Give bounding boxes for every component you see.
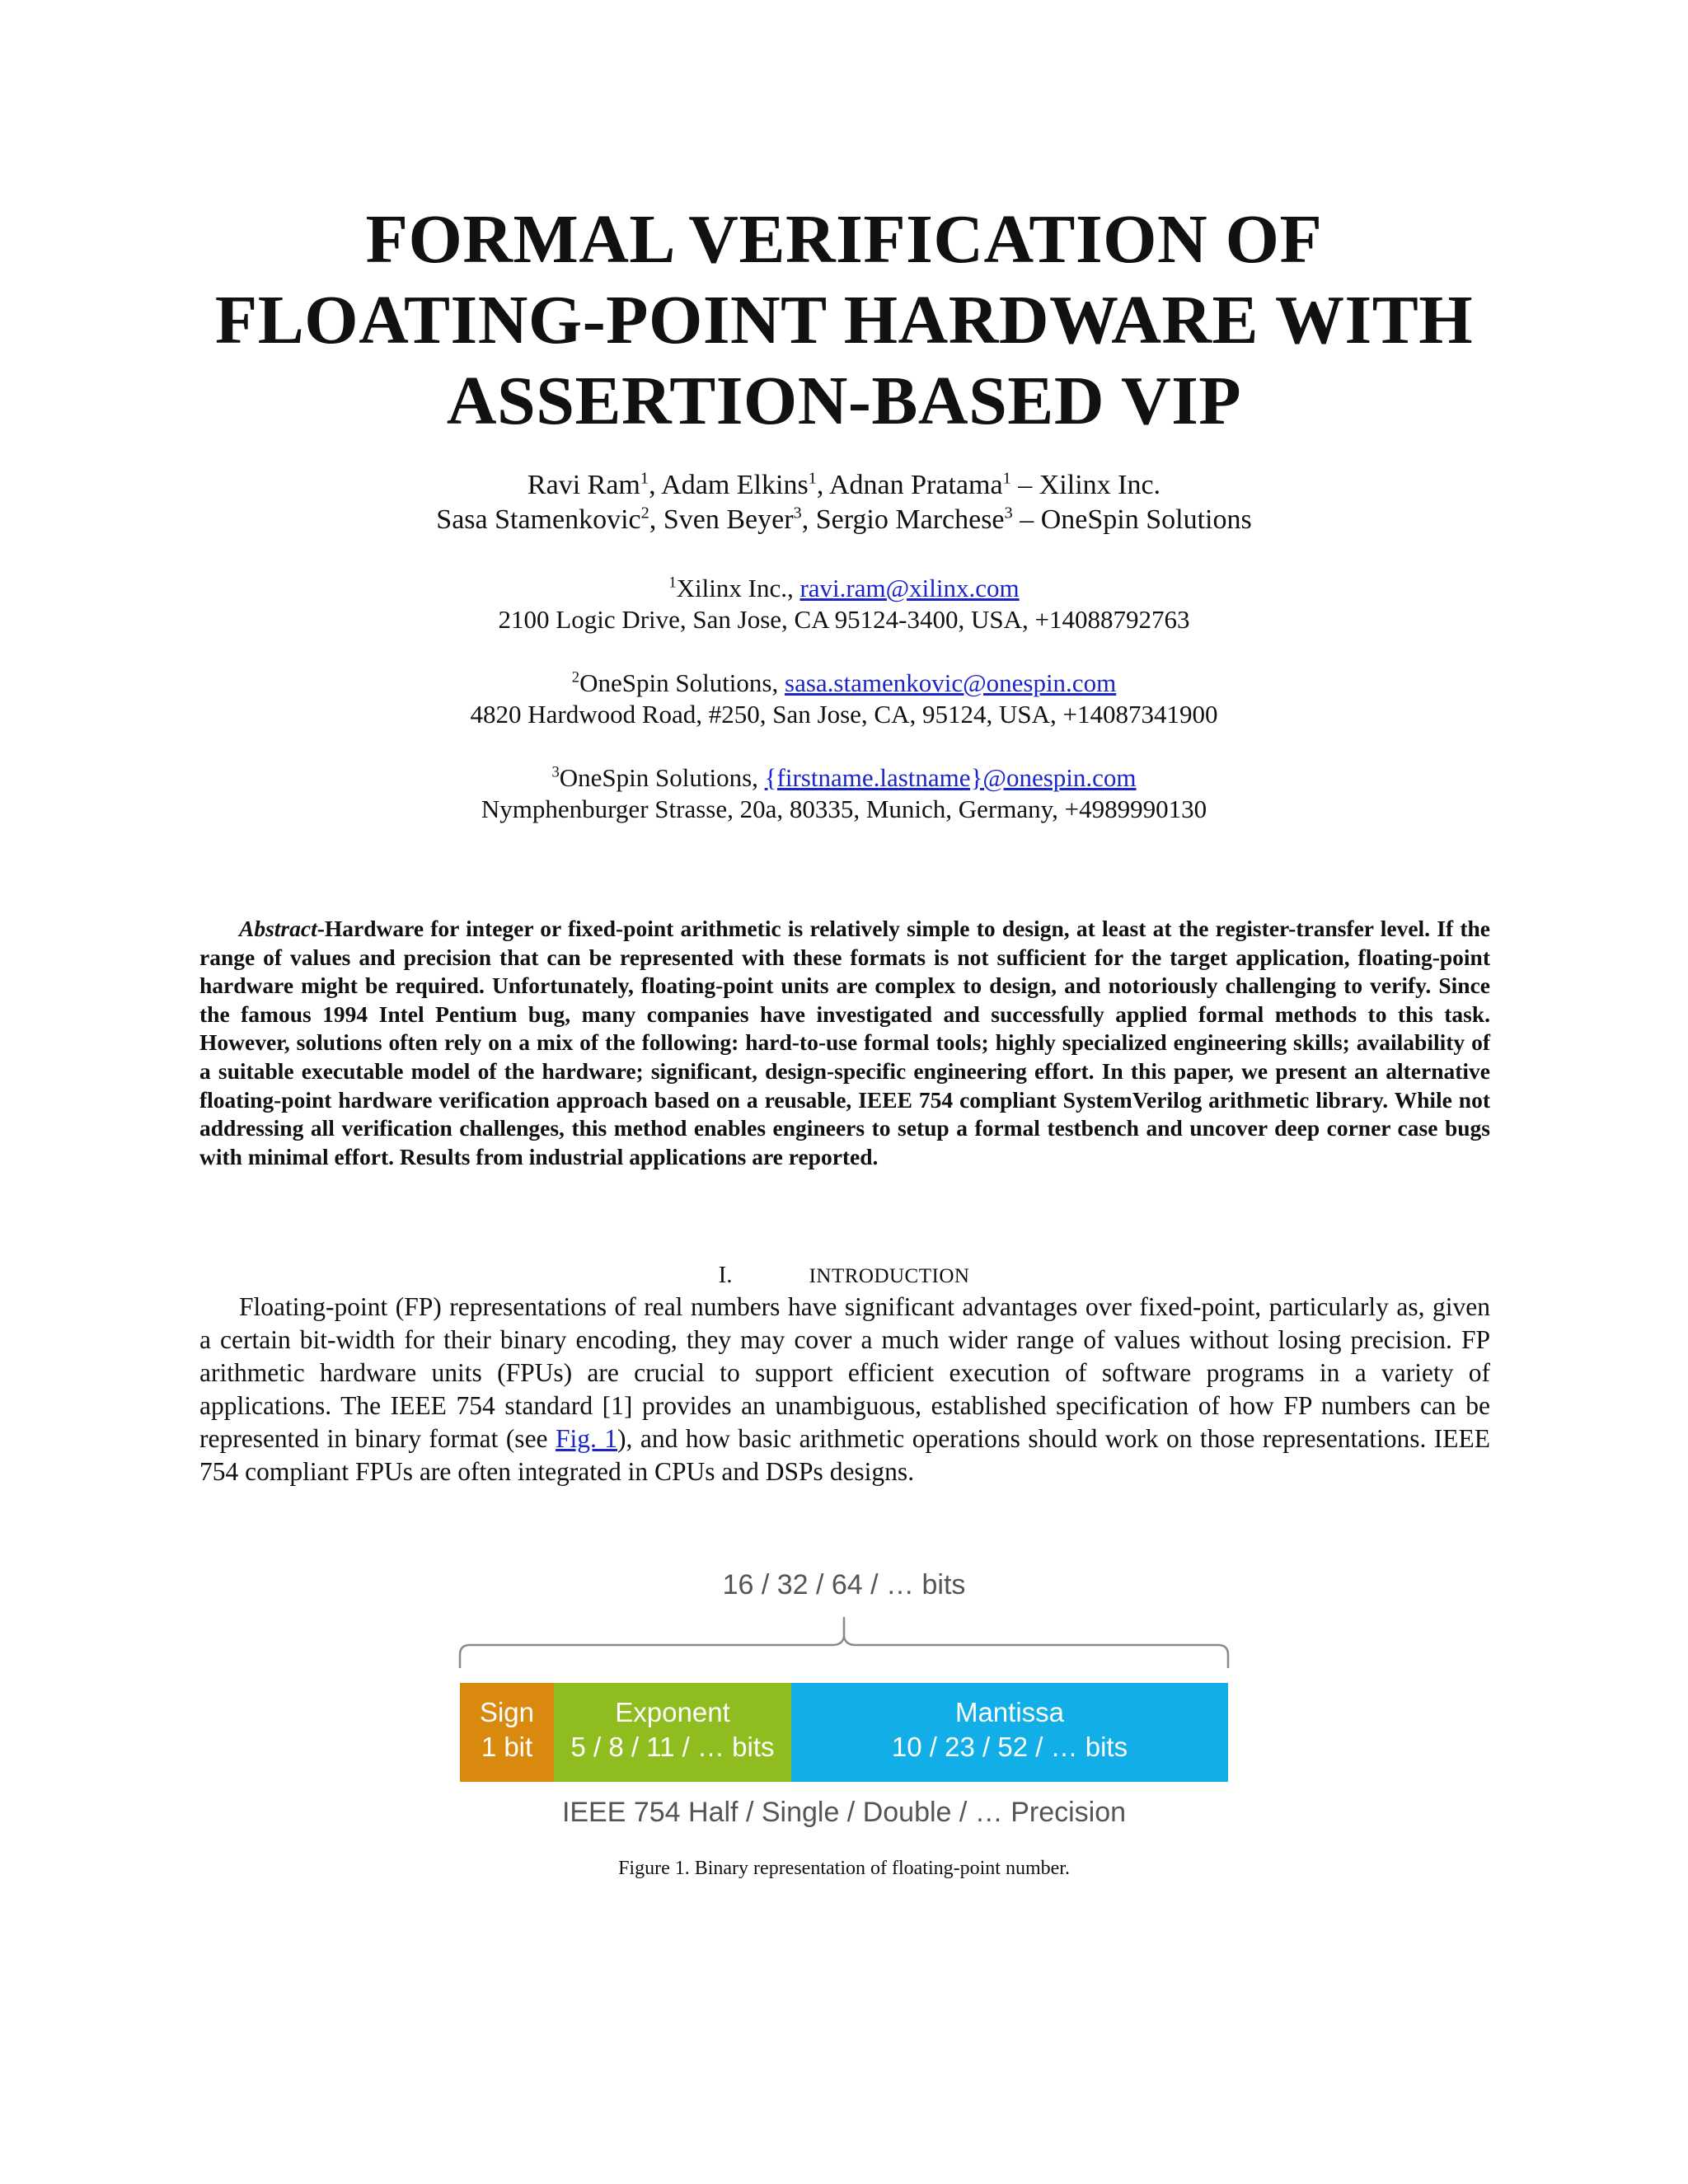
sign-field-name: Sign [479,1697,535,1727]
section-number: I. [718,1262,733,1288]
mantissa-field-name: Mantissa [954,1697,1065,1727]
affiliation-address: Nymphenburger Strasse, 20a, 80335, Munich, Germany, +4989990130 [481,794,1207,823]
section-heading [0,1261,1688,1291]
email-link[interactable]: sasa.stamenkovic@onespin.com [785,668,1117,697]
bit-width-label: 16 / 32 / 64 / … bits [722,1569,966,1601]
exponent-field-bits: 5 / 8 / 11 / … bits [570,1732,775,1762]
author-line-1: Ravi Ram$^1$, Adam Elkins$^1$, Adnan Pratama$^1$ – Xilinx Inc. [527,469,1161,500]
affiliation-address: 2100 Logic Drive, San Jose, CA 95124-3400, USA, +14088792763 [498,605,1190,634]
email-link[interactable]: {firstname.lastname}@onespin.com [764,763,1137,792]
author-list [0,468,1688,537]
title-line-2: FLOATING-POINT HARDWARE WITH [214,282,1474,359]
affiliation-address: 4820 Hardwood Road, #250, San Jose, CA, 95124, USA, +14087341900 [470,700,1218,729]
title-line-3: ASSERTION-BASED VIP [446,363,1242,439]
abstract-text: -Hardware for integer or fixed-point arithmetic is relatively simple to design, at least at the register-transfer level. If the range of values and precision that can be represented with these formats is not sufficient for the target application, floating-point hardware might be required. Unfortunately, floating-point units are complex to design, and notoriously challenging to verify. Since the famous 1994 Intel Pentium bug, many companies have investigated and successfully applied formal methods to this task. However, solutions often rely on a mix of the following: hard-to-use formal tools; highly specialized engineering skills; availability of a suitable executable model of the hardware; significant, design-specific engineering effort. In this paper, we present an alternative floating-point hardware verification approach based on a reusable, IEEE 754 compliant SystemVerilog arithmetic library. While not addressing all verification challenges, this method enables engineers to setup a formal testbench and uncover deep corner case bugs with minimal effort. Results from industrial applications are reported. [199,916,1490,1169]
figure-reference-link[interactable]: Fig. 1 [555,1424,618,1453]
abstract-label: Abstract [239,916,317,941]
intro-paragraph: Floating-point (FP) representations of real numbers have significant advantages over fixed-point, particularly as, given a certain bit-width for their binary encoding, they may cover a much wider range of values without losing precision. FP arithmetic hardware units (FPUs) are crucial to support efficient execution of software programs in a variety of applications. The IEEE 754 standard [1] provides an unambiguous, established specification of how FP numbers can be represented in binary format (see Fig. 1), and how basic arithmetic operations should work on those representations. IEEE 754 compliant FPUs are often integrated in CPUs and DSPs designs. [199,1292,1490,1486]
figure-caption: Figure 1. Binary representation of floating-point number. [618,1858,1070,1879]
affiliation-3: $^3$OneSpin Solutions, {firstname.lastname}@onespin.com Nymphenburger Strasse, 20a, 80335, Munich, Germany, +4989990130 [0,762,1688,825]
sign-field [460,1683,554,1782]
paper-title [0,199,1688,442]
email-link[interactable]: ravi.ram@xilinx.com [799,574,1020,602]
author-line-2: Sasa Stamenkovic$^2$, Sven Beyer$^3$, Sergio Marchese$^3$ – OneSpin Solutions [436,504,1252,535]
mantissa-field-bits: 10 / 23 / 52 / … bits [891,1732,1128,1762]
section-title: INTRODUCTION [809,1265,970,1287]
exponent-field [554,1683,791,1782]
sign-field-bits: 1 bit [481,1732,533,1762]
affiliation-1: $^1$Xilinx Inc., ravi.ram@xilinx.com 2100 Logic Drive, San Jose, CA 95124-3400, USA, +14088792763 [0,573,1688,635]
abstract [199,915,1490,1171]
title-line-1: FORMAL VERIFICATION OF [365,201,1323,278]
mantissa-field [791,1683,1228,1782]
affiliation-2: $^2$OneSpin Solutions, sasa.stamenkovic@onespin.com 4820 Hardwood Road, #250, San Jose, CA, 95124, USA, +14087341900 [0,668,1688,730]
exponent-field-name: Exponent [615,1697,730,1727]
precision-label: IEEE 754 Half / Single / Double / … Precision [561,1797,1127,1828]
